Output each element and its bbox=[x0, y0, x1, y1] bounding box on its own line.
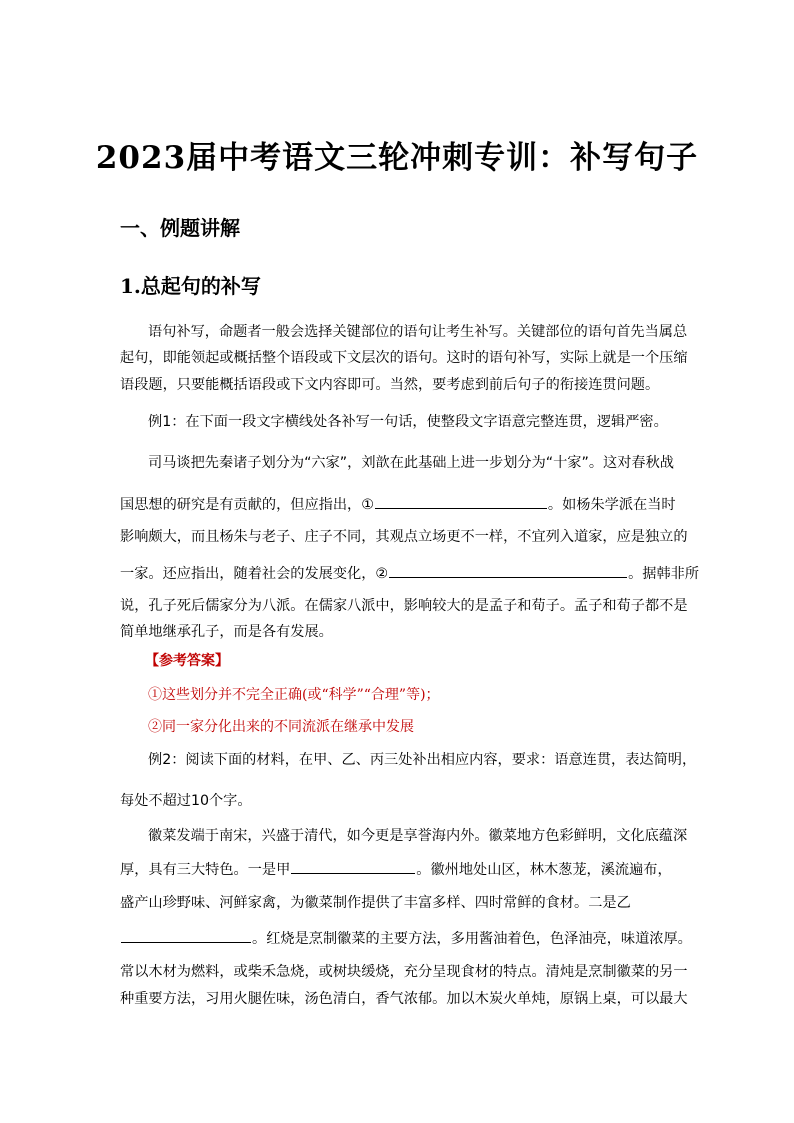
section-heading: 一、例题讲解 bbox=[120, 216, 240, 240]
example2-line-6: 种重要方法，习用火腿佐味，汤色清白，香气浓郁。加以木炭火单炖，原锅上桌，可以最大 bbox=[120, 991, 688, 1007]
answer-blank-2[interactable] bbox=[389, 563, 627, 578]
example1-line-6: 简单地继承孔子，而是各有发展。 bbox=[120, 624, 333, 640]
example1-line-4 bbox=[120, 563, 700, 584]
intro-line-1: 语句补写，命题者一般会选择关键部位的语句让考生补写。关键部位的语句首先当属总 bbox=[148, 324, 688, 340]
example2-line-3: 盛产山珍野味、河鲜家禽，为徽菜制作提供了丰富多样、四时常鲜的食材。二是乙 bbox=[120, 895, 631, 911]
document-title: 2023届中考语文三轮冲刺专训：补写句子 bbox=[95, 140, 699, 176]
answer-blank-yi[interactable] bbox=[121, 928, 251, 943]
example2-line-4-end: 。红烧是烹制徽菜的主要方法，多用酱油着色，色泽油亮，味道浓厚。 bbox=[252, 931, 692, 947]
example1-line-5: 说，孔子死后儒家分为八派。在儒家八派中，影响较大的是孟子和荀子。孟子和荀子都不是 bbox=[120, 598, 688, 614]
example1-line-2-end: 。如杨朱学派在当时 bbox=[547, 497, 676, 513]
example1-prompt: 例1：在下面一段文字横线处各补写一句话，使整段文字语意完整连贯，逻辑严密。 bbox=[148, 414, 668, 430]
example2-line-4 bbox=[120, 928, 692, 949]
example1-line-2-start: 国思想的研究是有贡献的，但应指出，① bbox=[120, 497, 374, 513]
example1-line-1: 司马谈把先秦诸子划分为“六家”，刘歆在此基础上进一步划分为“十家”。这对春秋战 bbox=[148, 455, 674, 471]
reference-answer-heading: 【参考答案】 bbox=[145, 653, 229, 669]
example1-line-4-end: 。据韩非所 bbox=[628, 566, 700, 582]
example2-line-2 bbox=[120, 859, 676, 880]
example1-line-2 bbox=[120, 494, 676, 515]
intro-line-2: 起句，即能领起或概括整个语段或下文层次的语句。这时的语句补写，实际上就是一个压缩 bbox=[120, 350, 688, 366]
example2-line-2-end: 。徽州地处山区，林木葱茏，溪流遍布， bbox=[416, 862, 672, 878]
reference-answer-1: ①这些划分并不完全正确(或“科学”“合理”等)； bbox=[148, 687, 440, 703]
example2-prompt-line-2: 每处不超过10个字。 bbox=[120, 793, 252, 809]
example2-line-1: 徽菜发端于南宋，兴盛于清代，如今更是享誉海内外。徽菜地方色彩鲜明，文化底蕴深 bbox=[148, 828, 688, 844]
example2-prompt-line-1: 例2：阅读下面的材料，在甲、乙、丙三处补出相应内容，要求：语意连贯，表达简明， bbox=[148, 752, 697, 768]
intro-line-3: 语段题，只要能概括语段或下文内容即可。当然，要考虑到前后句子的衔接连贯问题。 bbox=[120, 377, 660, 393]
answer-blank-1[interactable] bbox=[375, 494, 547, 509]
example2-line-5: 常以木材为燃料，或柴禾急烧，或树块缓烧，充分呈现食材的特点。清炖是烹制徽菜的另一 bbox=[120, 964, 688, 980]
answer-blank-jia[interactable] bbox=[291, 859, 415, 874]
example2-line-2-start: 厚，具有三大特色。一是甲 bbox=[120, 862, 291, 878]
example1-line-3: 影响颇大，而且杨朱与老子、庄子不同，其观点立场更不一样，不宜列入道家，应是独立的 bbox=[120, 529, 688, 545]
reference-answer-2: ②同一家分化出来的不同流派在继承中发展 bbox=[148, 719, 414, 735]
subsection-heading: 1.总起句的补写 bbox=[120, 274, 261, 298]
example1-line-4-start: 一家。还应指出，随着社会的发展变化，② bbox=[120, 566, 389, 582]
